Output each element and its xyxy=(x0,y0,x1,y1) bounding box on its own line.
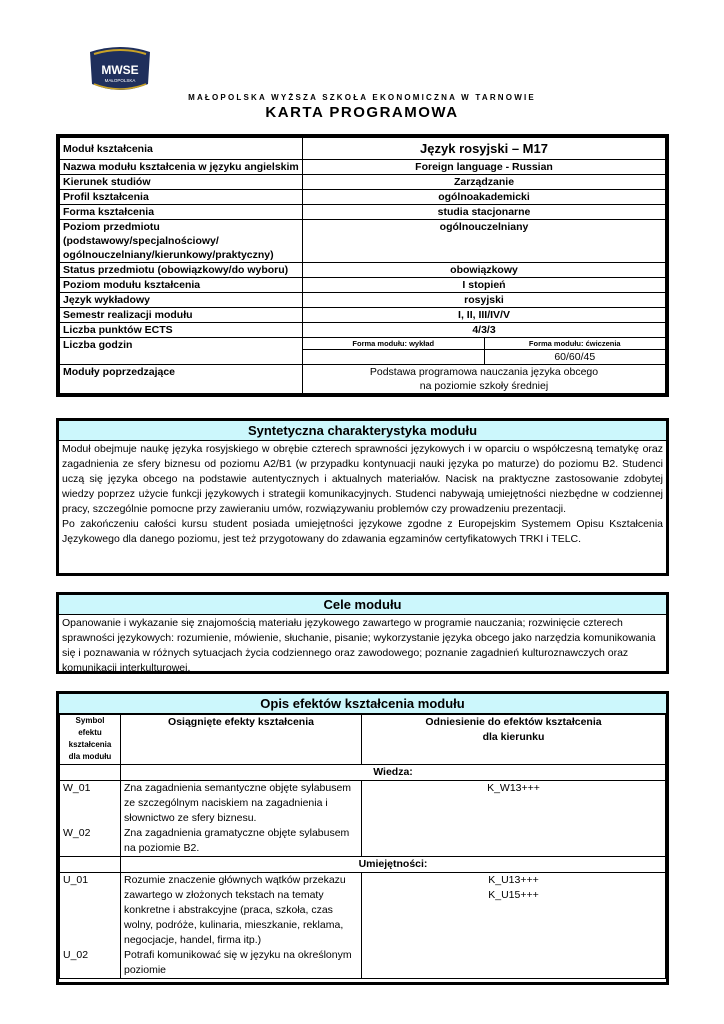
school-logo xyxy=(86,44,154,94)
field-of-study-label: Kierunek studiów xyxy=(60,175,303,190)
synthetic-paragraph-1: Moduł obejmuje naukę języka rosyjskiego w obrębie czterech sprawności językowych i w oparciu o współczesną tematykę oraz zagadnienia ze sfery biznesu od poziomu A2/B1 (w przypadku kontynuacji nauki języka po maturze) do poziomu B2. Studenci uczą się języka obcego na podstawie autentycznych i aktualnych materiałów. Nacisk na praktyczne zastosowanie zdobytej wiedzy poprzez użycie funkcji językowych i strategii komunikacyjnych. Studenci nabywają umiejętności niezbędne w codziennej pracy, szczególnie pomocne przy zawieraniu umów, rozwiązywaniu problemów czy prowadzeniu prezentacji. xyxy=(62,443,663,515)
logo-subtext: MAŁOPOLSKA xyxy=(104,78,136,83)
status-value: obowiązkowy xyxy=(303,263,666,278)
knowledge-category: Wiedza: xyxy=(121,765,666,781)
subject-level-label-line-3: ogólnouczelniany/kierunkowy/praktyczny) xyxy=(63,249,274,261)
knowledge-empty-cell xyxy=(60,765,121,781)
u02-symbol: U_02 xyxy=(63,949,89,961)
col-symbol-line-3: kształcenia xyxy=(68,740,112,749)
learning-outcomes-table xyxy=(59,714,666,979)
col-symbol-line-2: efektu xyxy=(78,728,102,737)
english-name-label: Nazwa modułu kształcenia w języku angielskim xyxy=(60,160,303,175)
col-reference-line-2: dla kierunku xyxy=(482,731,545,743)
u01-symbol: U_01 xyxy=(63,874,89,886)
skills-category: Umiejętności: xyxy=(121,857,666,873)
school-name: MAŁOPOLSKA WYŻSZA SZKOŁA EKONOMICZNA W TARNOWIE xyxy=(188,93,536,102)
w02-text: Zna zagadnienia gramatyczne objęte sylabusem na poziomie B2. xyxy=(124,827,350,854)
module-value: Język rosyjski – M17 xyxy=(303,138,666,160)
language-value: rosyjski xyxy=(303,293,666,308)
hours-exercises-value: 60/60/45 xyxy=(484,350,666,365)
subject-level-label-line-1: Poziom przedmiotu xyxy=(63,221,160,233)
col-symbol-header xyxy=(60,715,121,765)
knowledge-symbols xyxy=(60,781,121,857)
prerequisites-value-line-2: na poziomie szkoły średniej xyxy=(419,380,549,392)
col-reference-line-1: Odniesienie do efektów kształcenia xyxy=(425,716,602,728)
u01-text: Rozumie znaczenie głównych wątków przekazu zawartego w złożonych tekstach na tematy konkretne i abstrakcyjne (praca, szkoła, czas wolny, podróże, kulinaria, mieszkanie, reklama, negocjacje, handel, firma itp.) xyxy=(124,874,346,946)
col-effects-header: Osiągnięte efekty kształcenia xyxy=(121,715,362,765)
subject-level-value: ogólnouczelniany xyxy=(303,220,666,263)
knowledge-effects xyxy=(121,781,362,857)
subject-level-label-line-2: (podstawowy/specjalnościowy/ xyxy=(63,235,219,247)
learning-outcomes-title: Opis efektów kształcenia modułu xyxy=(59,694,666,714)
module-info-table xyxy=(56,134,669,397)
u-reference-2: K_U15+++ xyxy=(488,889,539,901)
prerequisites-value-line-1: Podstawa programowa nauczania języka obcego xyxy=(369,366,599,378)
profile-label: Profil kształcenia xyxy=(60,190,303,205)
w01-symbol: W_01 xyxy=(63,782,91,794)
skills-effects xyxy=(121,873,362,979)
skills-symbols xyxy=(60,873,121,979)
profile-value: ogólnoakademicki xyxy=(303,190,666,205)
logo-text: MWSE xyxy=(101,63,139,77)
study-form-value: studia stacjonarne xyxy=(303,205,666,220)
document-title: KARTA PROGRAMOWA xyxy=(265,104,459,121)
col-symbol-line-1: Symbol xyxy=(75,716,105,725)
module-goals-section xyxy=(56,592,669,674)
prerequisites-label: Moduły poprzedzające xyxy=(60,365,303,394)
w02-symbol: W_02 xyxy=(63,827,91,839)
ects-value: 4/3/3 xyxy=(303,323,666,338)
synthetic-paragraph-2: Po zakończeniu całości kursu student posiada umiejętności językowe zgodne z Europejskim Systemem Opisu Kształcenia Językowego dla danego poziomu, jest też przygotowany do zdawania egzaminów certyfikatowych TRKI i TELC. xyxy=(62,518,663,545)
synthetic-characteristics-section xyxy=(56,418,669,576)
ects-label: Liczba punktów ECTS xyxy=(60,323,303,338)
language-label: Język wykładowy xyxy=(60,293,303,308)
semester-value: I, II, III/IV/V xyxy=(303,308,666,323)
status-label: Status przedmiotu (obowiązkowy/do wyboru) xyxy=(60,263,303,278)
col-symbol-line-4: dla modułu xyxy=(68,752,112,761)
english-name-value: Foreign language - Russian xyxy=(303,160,666,175)
skills-reference xyxy=(362,873,666,979)
semester-label: Semestr realizacji modułu xyxy=(60,308,303,323)
hours-form-exercises: Forma modułu: ćwiczenia xyxy=(484,338,666,350)
field-of-study-value: Zarządzanie xyxy=(303,175,666,190)
col-reference-header xyxy=(362,715,666,765)
u02-text: Potrafi komunikować się w języku na określonym poziomie xyxy=(124,949,352,976)
study-form-label: Forma kształcenia xyxy=(60,205,303,220)
module-level-value: I stopień xyxy=(303,278,666,293)
module-goals-text: Opanowanie i wykazanie się znajomością materiału językowego zawartego w programie nauczania; rozwinięcie czterech sprawności językowych: rozumienie, mówienie, słuchanie, pisanie; wykorzystanie języka obcego jako narzędzia komunikowania się i poznawania w różnych sytuacjach życia codziennego oraz zawodowego; poznanie zagadnień kulturoznawczych oraz komunikacji interkulturowej. xyxy=(62,617,656,674)
hours-form-lecture: Forma modułu: wykład xyxy=(303,338,485,350)
u-reference-1: K_U13+++ xyxy=(488,874,539,886)
knowledge-reference: K_W13+++ xyxy=(362,781,666,857)
synthetic-characteristics-body xyxy=(59,441,666,549)
hours-label: Liczba godzin xyxy=(60,338,303,365)
module-level-label: Poziom modułu kształcenia xyxy=(60,278,303,293)
hours-lecture-value xyxy=(303,350,485,365)
synthetic-characteristics-title: Syntetyczna charakterystyka modułu xyxy=(59,421,666,441)
w01-text: Zna zagadnienia semantyczne objęte sylabusem ze szczególnym naciskiem na zagadnienia i słownictwo ze sfery biznesu. xyxy=(124,782,352,824)
skills-empty-cell xyxy=(60,857,121,873)
module-label: Moduł kształcenia xyxy=(60,138,303,160)
subject-level-label xyxy=(60,220,303,263)
prerequisites-value xyxy=(303,365,666,394)
learning-outcomes-section xyxy=(56,691,669,985)
module-goals-title: Cele modułu xyxy=(59,595,666,615)
